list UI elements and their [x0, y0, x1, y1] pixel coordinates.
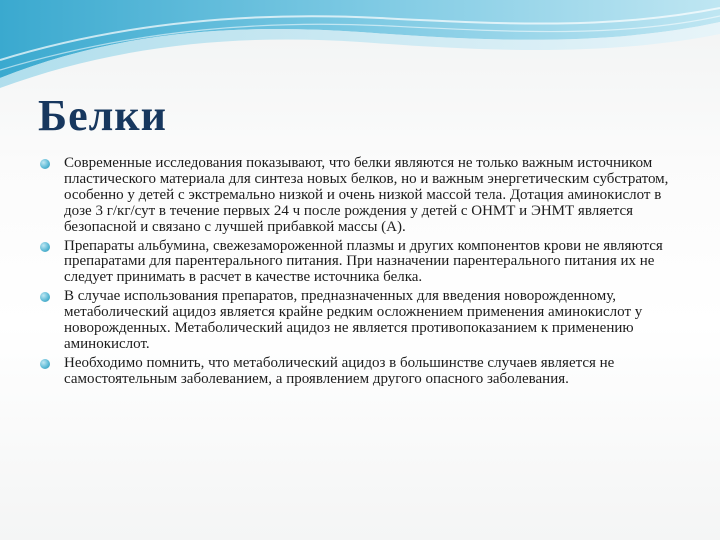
bullet-item	[40, 239, 680, 287]
bullet-list	[40, 156, 680, 391]
slide-title: Белки	[38, 91, 168, 140]
bullet-item	[40, 289, 680, 353]
bullet-text: Необходимо помнить, что метаболический ацидоз в большинстве случаев является не самостоятельным заболеванием, а проявлением другого опасного заболевания.	[64, 354, 615, 387]
bullet-text: Современные исследования показывают, что белки являются не только важным источником пластического материала для синтеза новых белков, но и важным энергетическим субстратом, особенно у детей с экстремально низкой и очень низкой массой тела. Дотация аминокислот в дозе 3 г/кг/сут в течение первых 24 ч после рождения у детей с ОНМТ и ЭНМТ является безопасной и связано с лучшей прибавкой массы (А).	[64, 155, 669, 235]
bullet-text: Препараты альбумина, свежезамороженной плазмы и других компонентов крови не являются препаратами для парентерального питания. При назначении парентерального питания их не следует принимать в расчет в качестве источника белка.	[64, 237, 663, 286]
bullet-dot-icon	[40, 359, 50, 369]
bullet-item	[40, 356, 680, 388]
bullet-text: В случае использования препаратов, предназначенных для введения новорожденному, метаболический ацидоз является крайне редким осложнением применения аминокислот у новорожденных. Метаболический ацидоз не является противопоказанием к применению аминокислот.	[64, 288, 643, 352]
header-wave-decoration	[0, 0, 720, 90]
bullet-dot-icon	[40, 159, 50, 169]
bullet-item	[40, 156, 680, 236]
bullet-dot-icon	[40, 292, 50, 302]
bullet-dot-icon	[40, 242, 50, 252]
